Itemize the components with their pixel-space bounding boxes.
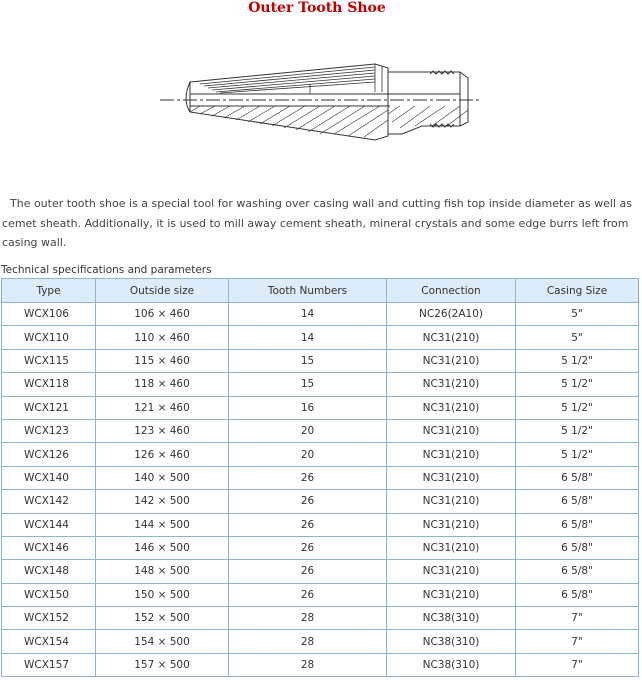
- cell-casing-size: 6 5/8": [516, 560, 639, 583]
- cell-casing-size: 5": [516, 326, 639, 349]
- outer-tooth-shoe-drawing: [160, 46, 480, 146]
- table-row: [2, 396, 639, 419]
- cell-tooth-numbers: 26: [229, 560, 387, 583]
- table-row: [2, 326, 639, 349]
- cell-tooth-numbers: 28: [229, 653, 387, 676]
- cell-tooth-numbers: 15: [229, 349, 387, 372]
- page-title: Outer Tooth Shoe: [248, 0, 386, 16]
- cell-casing-size: 7": [516, 653, 639, 676]
- cell-outside-size: 115 × 460: [96, 349, 229, 372]
- cell-type: WCX118: [2, 373, 96, 396]
- cell-tooth-numbers: 16: [229, 396, 387, 419]
- cell-outside-size: 157 × 500: [96, 653, 229, 676]
- cell-connection: NC31(210): [387, 490, 516, 513]
- cell-connection: NC38(310): [387, 630, 516, 653]
- cell-connection: NC31(210): [387, 396, 516, 419]
- cell-tooth-numbers: 26: [229, 466, 387, 489]
- cell-tooth-numbers: 20: [229, 419, 387, 442]
- cell-casing-size: 7": [516, 607, 639, 630]
- cell-tooth-numbers: 20: [229, 443, 387, 466]
- table-row: [2, 443, 639, 466]
- table-row: [2, 630, 639, 653]
- table-row: [2, 466, 639, 489]
- table-row: [2, 419, 639, 442]
- cell-tooth-numbers: 15: [229, 373, 387, 396]
- cell-tooth-numbers: 14: [229, 326, 387, 349]
- table-body: [2, 303, 639, 677]
- cell-outside-size: 140 × 500: [96, 466, 229, 489]
- cell-outside-size: 144 × 500: [96, 513, 229, 536]
- table-row: [2, 303, 639, 326]
- specifications-table: [1, 278, 639, 677]
- cell-casing-size: 5 1/2": [516, 396, 639, 419]
- cell-casing-size: 5": [516, 303, 639, 326]
- cell-type: WCX157: [2, 653, 96, 676]
- table-row: [2, 349, 639, 372]
- table-row: [2, 560, 639, 583]
- cell-outside-size: 121 × 460: [96, 396, 229, 419]
- cell-type: WCX148: [2, 560, 96, 583]
- header-outside-size: Outside size: [96, 279, 229, 303]
- table-header-row: [2, 279, 639, 303]
- cell-casing-size: 5 1/2": [516, 443, 639, 466]
- table-row: [2, 583, 639, 606]
- cell-type: WCX115: [2, 349, 96, 372]
- cell-outside-size: 146 × 500: [96, 536, 229, 559]
- cell-outside-size: 118 × 460: [96, 373, 229, 396]
- cell-casing-size: 6 5/8": [516, 513, 639, 536]
- cell-outside-size: 154 × 500: [96, 630, 229, 653]
- cell-type: WCX106: [2, 303, 96, 326]
- cell-connection: NC31(210): [387, 560, 516, 583]
- cell-type: WCX152: [2, 607, 96, 630]
- cell-tooth-numbers: 26: [229, 583, 387, 606]
- table-title: Technical specifications and parameters: [1, 264, 212, 276]
- header-type: Type: [2, 279, 96, 303]
- cell-casing-size: 6 5/8": [516, 536, 639, 559]
- table-row: [2, 536, 639, 559]
- cell-tooth-numbers: 26: [229, 536, 387, 559]
- table-row: [2, 373, 639, 396]
- cell-casing-size: 5 1/2": [516, 373, 639, 396]
- cell-casing-size: 6 5/8": [516, 583, 639, 606]
- cell-type: WCX150: [2, 583, 96, 606]
- cell-outside-size: 110 × 460: [96, 326, 229, 349]
- cell-connection: NC31(210): [387, 419, 516, 442]
- cell-outside-size: 148 × 500: [96, 560, 229, 583]
- cell-connection: NC38(310): [387, 607, 516, 630]
- cell-outside-size: 152 × 500: [96, 607, 229, 630]
- cell-connection: NC31(210): [387, 326, 516, 349]
- header-casing-size: Casing Size: [516, 279, 639, 303]
- cell-outside-size: 142 × 500: [96, 490, 229, 513]
- cell-type: WCX123: [2, 419, 96, 442]
- cell-outside-size: 123 × 460: [96, 419, 229, 442]
- cell-type: WCX154: [2, 630, 96, 653]
- table-row: [2, 513, 639, 536]
- cell-outside-size: 106 × 460: [96, 303, 229, 326]
- cell-type: WCX121: [2, 396, 96, 419]
- cell-type: WCX146: [2, 536, 96, 559]
- cell-connection: NC38(310): [387, 653, 516, 676]
- cell-connection: NC31(210): [387, 443, 516, 466]
- cell-connection: NC31(210): [387, 466, 516, 489]
- cell-tooth-numbers: 28: [229, 607, 387, 630]
- cell-outside-size: 126 × 460: [96, 443, 229, 466]
- header-tooth-numbers: Tooth Numbers: [229, 279, 387, 303]
- description-text: The outer tooth shoe is a special tool for washing over casing wall and cutting fish top inside diameter as well as cemet sheath. Additionally, it is used to mill away cement sheath, mineral crystals and some edge burrs left from casing wall.: [2, 197, 632, 249]
- cell-outside-size: 150 × 500: [96, 583, 229, 606]
- cell-tooth-numbers: 26: [229, 490, 387, 513]
- cell-tooth-numbers: 14: [229, 303, 387, 326]
- header-connection: Connection: [387, 279, 516, 303]
- cell-connection: NC31(210): [387, 513, 516, 536]
- cell-type: WCX140: [2, 466, 96, 489]
- table-row: [2, 607, 639, 630]
- cell-casing-size: 6 5/8": [516, 490, 639, 513]
- cell-casing-size: 6 5/8": [516, 466, 639, 489]
- cell-type: WCX126: [2, 443, 96, 466]
- cell-connection: NC31(210): [387, 373, 516, 396]
- cell-connection: NC31(210): [387, 536, 516, 559]
- cell-casing-size: 5 1/2": [516, 349, 639, 372]
- table-row: [2, 653, 639, 676]
- cell-tooth-numbers: 28: [229, 630, 387, 653]
- cell-tooth-numbers: 26: [229, 513, 387, 536]
- cell-connection: NC31(210): [387, 349, 516, 372]
- cell-connection: NC26(2A10): [387, 303, 516, 326]
- table-row: [2, 490, 639, 513]
- cell-type: WCX144: [2, 513, 96, 536]
- cell-type: WCX110: [2, 326, 96, 349]
- cell-casing-size: 7": [516, 630, 639, 653]
- cell-connection: NC31(210): [387, 583, 516, 606]
- cell-type: WCX142: [2, 490, 96, 513]
- cell-casing-size: 5 1/2": [516, 419, 639, 442]
